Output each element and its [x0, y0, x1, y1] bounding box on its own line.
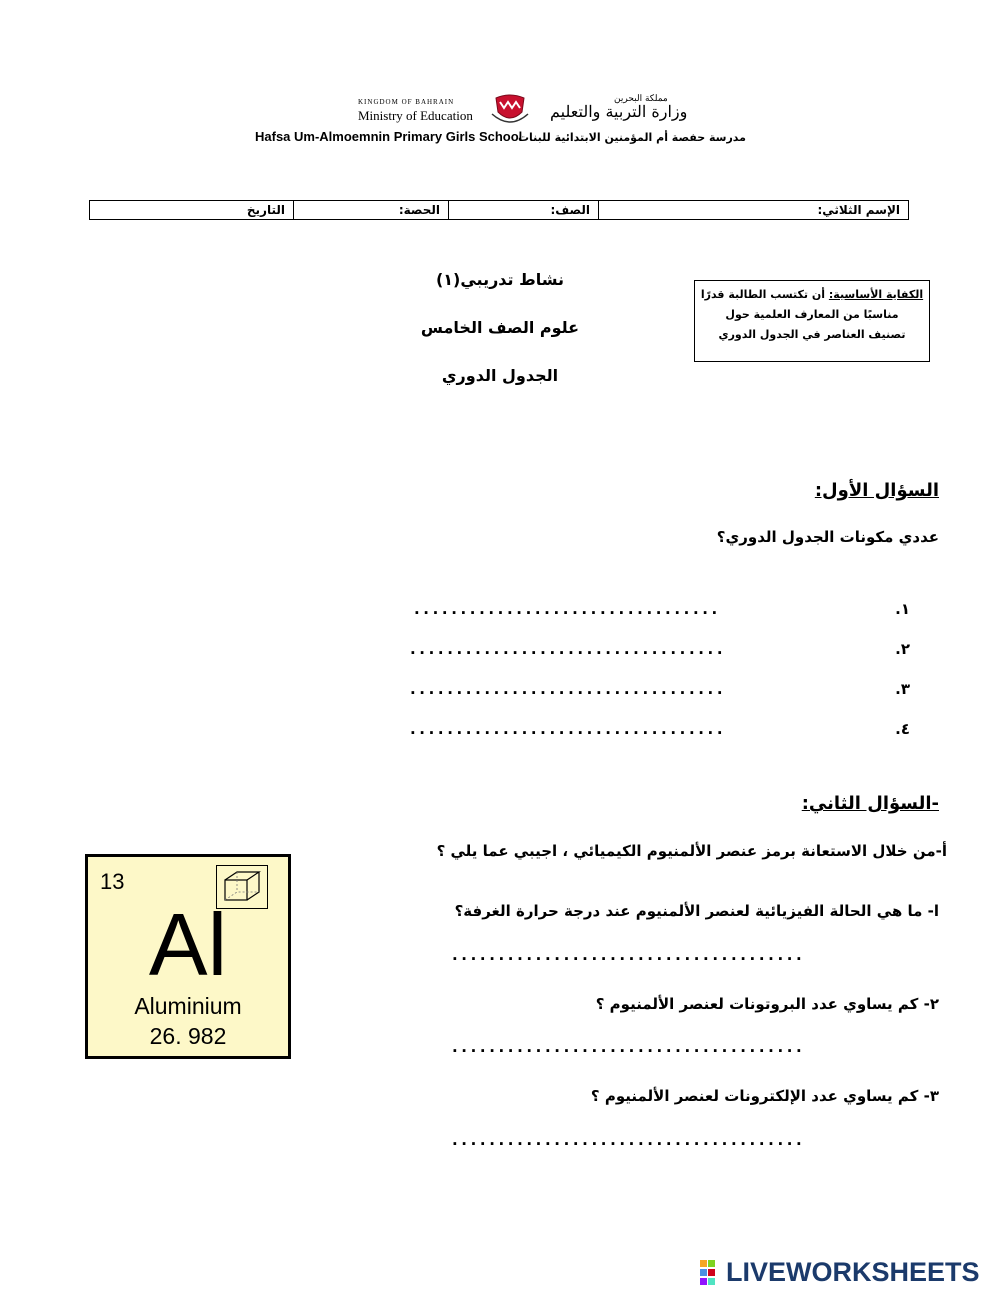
answer-number: ٢. — [895, 640, 910, 658]
ministry-en: Ministry of Education — [358, 108, 473, 123]
activity-title: نشاط تدريبي(١) — [435, 270, 565, 289]
emblem-icon — [490, 94, 530, 128]
competency-line-3: تصنيف العناصر في الجدول الدوري — [718, 328, 906, 341]
element-card — [85, 854, 291, 1059]
liveworksheets-text: LIVEWORKSHEETS — [726, 1257, 980, 1287]
question1-heading: السؤال الأول: — [814, 480, 939, 501]
student-info-bar — [89, 200, 909, 220]
name-field[interactable]: الإسم الثلاثي: — [598, 201, 908, 219]
answer-line-2[interactable] — [410, 640, 910, 662]
question2-answer-3[interactable]: ...................................... — [452, 1131, 806, 1149]
competency-line-2: مناسبًا من المعارف العلمية حول — [725, 308, 899, 321]
date-field[interactable]: التاريخ — [246, 203, 285, 217]
answer-dots[interactable]: ................................. — [414, 600, 721, 618]
ministry-ar-top: مملكة البحرين — [614, 94, 668, 104]
question2-item-2: ٢- كم يساوي عدد البروتونات لعنصر الألمنيوم ؟ — [595, 995, 939, 1013]
question2-answer-1[interactable]: ...................................... — [452, 946, 806, 964]
atomic-number: 13 — [100, 869, 125, 894]
answer-line-3[interactable] — [410, 680, 910, 702]
topic-title: الجدول الدوري — [441, 366, 559, 385]
atomic-mass: 26. 982 — [149, 1023, 227, 1049]
question2-intro: أ-من خلال الاستعانة برمز عنصر الألمنيوم الكيميائي ، اجيبي عما يلي ؟ — [436, 842, 947, 860]
competency-box — [694, 280, 930, 362]
question2-item-3: ٣- كم يساوي عدد الإلكترونات لعنصر الألمنيوم ؟ — [590, 1087, 939, 1105]
answer-dots[interactable]: .................................. — [410, 720, 727, 738]
answer-dots[interactable]: .................................. — [410, 680, 727, 698]
answer-dots[interactable]: .................................. — [410, 640, 727, 658]
lw-blocks-icon — [700, 1260, 724, 1286]
school-ar: مدرسة حفصة أم المؤمنين الابتدائية للبنات — [518, 131, 746, 144]
competency-label: الكفاية الأساسية: — [828, 288, 924, 301]
question2-item-1: ا- ما هي الحالة الفيزيائية لعنصر الألمنيوم عند درجة حرارة الغرفة؟ — [454, 902, 939, 920]
subject-title: علوم الصف الخامس — [420, 318, 580, 337]
element-symbol: Al — [148, 895, 228, 994]
answer-number: ٣. — [895, 680, 910, 698]
period-field[interactable]: الحصة: — [293, 201, 448, 219]
kingdom-label: KINGDOM OF BAHRAIN — [358, 98, 455, 106]
answer-number: ١. — [895, 600, 910, 618]
school-en: Hafsa Um-Almoemnin Primary Girls School — [255, 129, 523, 144]
competency-line-1: الكفاية الأساسية: أن تكتسب الطالبة قدرًا — [700, 288, 924, 301]
grade-field[interactable]: الصف: — [448, 201, 598, 219]
liveworksheets-logo[interactable] — [700, 1257, 980, 1288]
question2-answer-2[interactable]: ...................................... — [452, 1038, 806, 1056]
answer-number: ٤. — [895, 720, 910, 738]
element-name: Aluminium — [134, 993, 242, 1019]
question1-prompt: عددي مكونات الجدول الدوري؟ — [716, 528, 939, 546]
answer-line-1[interactable] — [410, 600, 910, 622]
answer-line-4[interactable] — [410, 720, 910, 742]
question2-heading: -السؤال الثاني: — [801, 793, 939, 814]
header-logo — [250, 92, 750, 152]
ministry-ar: وزارة التربية والتعليم — [550, 102, 688, 121]
